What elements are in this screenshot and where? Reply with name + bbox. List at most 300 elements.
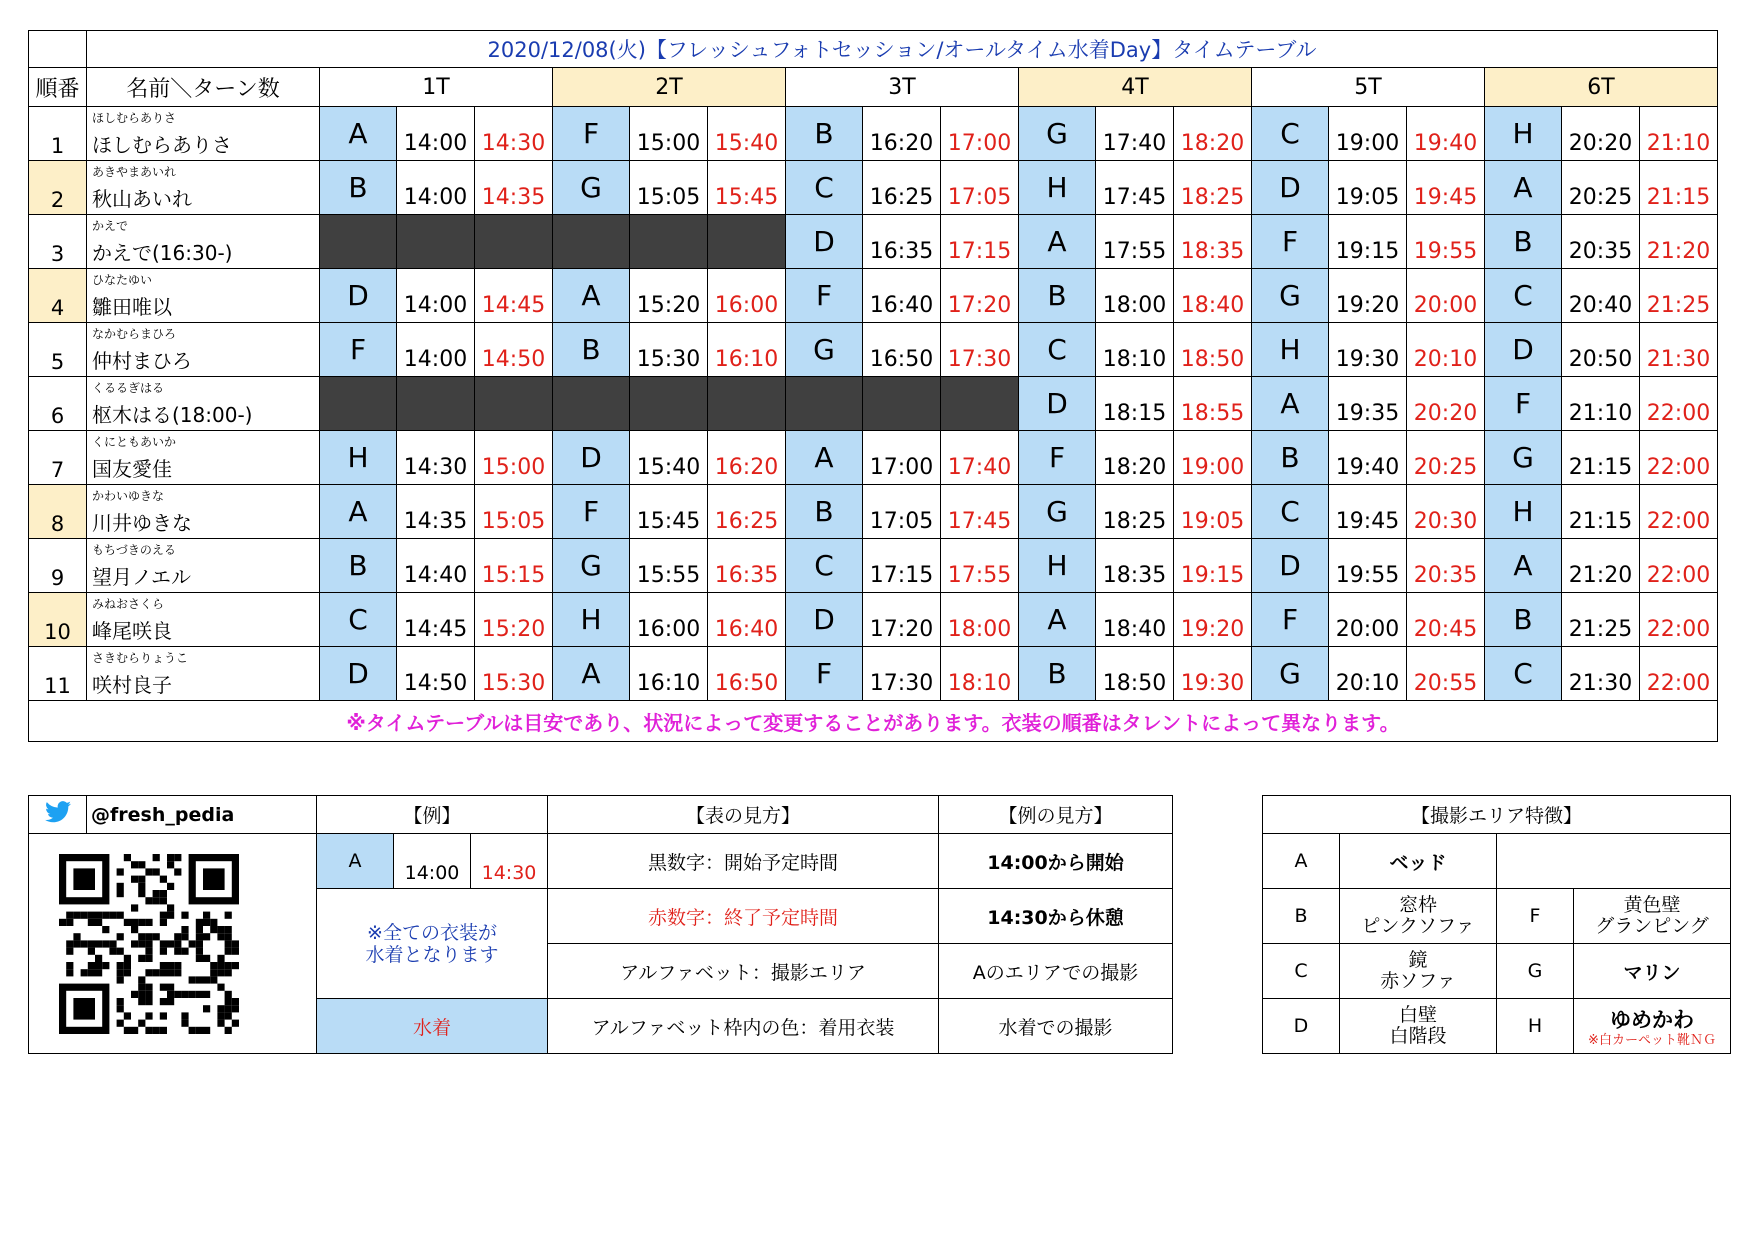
howto-2: 赤数字：終了予定時間 [548,889,939,944]
talent-name: かえで(16:30-) [92,241,233,265]
end-time: 18:40 [1174,269,1252,323]
end-time: 19:20 [1174,593,1252,647]
name-cell [87,323,320,377]
area-features-table [1262,795,1731,1054]
turn-header-4: 4T [1019,68,1252,107]
start-time: 20:35 [1562,215,1640,269]
end-time: 18:25 [1174,161,1252,215]
name-cell [87,593,320,647]
area-letter: G [1019,485,1096,539]
area-letter: H [320,431,397,485]
end-time: 21:15 [1640,161,1718,215]
row-number: 7 [29,431,87,485]
start-time: 20:50 [1562,323,1640,377]
area-letter: A [553,647,630,701]
start-time: 20:20 [1562,107,1640,161]
area-a-letter: A [1263,834,1340,889]
row-number: 10 [29,593,87,647]
area-h-desc: ゆめかわ [1610,1008,1694,1032]
start-time: 21:25 [1562,593,1640,647]
area-letter: G [1485,431,1562,485]
area-letter: B [1019,647,1096,701]
end-time: 22:00 [1640,593,1718,647]
start-time: 16:40 [863,269,941,323]
end-time: 17:45 [941,485,1019,539]
end-time: 15:00 [475,431,553,485]
start-time: 14:30 [397,431,475,485]
end-time: 22:00 [1640,431,1718,485]
end-time: 18:50 [1174,323,1252,377]
area-letter: A [1019,593,1096,647]
end-time: 18:00 [941,593,1019,647]
end-time: 22:00 [1640,647,1718,701]
example-howto-2: 14:30から休憩 [939,889,1173,944]
area-letter: A [1252,377,1329,431]
turn-header-5: 5T [1252,68,1485,107]
example-area: A [317,834,394,889]
area-letter: H [1019,539,1096,593]
end-time: 22:00 [1640,377,1718,431]
end-time: 16:10 [708,323,786,377]
area-features-header: 【撮影エリア特徴】 [1263,796,1731,834]
end-time: 21:25 [1640,269,1718,323]
end-time: 14:35 [475,161,553,215]
unavailable-cell [320,215,397,269]
name-cell [87,269,320,323]
row-number: 6 [29,377,87,431]
start-time: 20:40 [1562,269,1640,323]
area-h-cell [1574,999,1731,1054]
talent-name: 国友愛佳 [92,457,172,481]
talent-name: 雛田唯以 [92,295,172,319]
area-letter: G [553,161,630,215]
start-time: 19:45 [1329,485,1407,539]
end-time: 19:05 [1174,485,1252,539]
unavailable-cell [708,215,786,269]
twitter-icon [29,796,87,834]
example-header: 【例】 [317,796,548,834]
area-letter: F [553,485,630,539]
area-letter: B [786,107,863,161]
area-letter: C [1019,323,1096,377]
end-time: 16:35 [708,539,786,593]
example-howto-4: 水着での撮影 [939,999,1173,1054]
unavailable-cell [320,377,397,431]
area-letter: C [1485,647,1562,701]
end-time: 19:00 [1174,431,1252,485]
talent-name: 咲村良子 [92,673,172,697]
end-time: 16:50 [708,647,786,701]
area-features [1262,795,1731,1054]
area-letter: B [320,161,397,215]
area-letter: H [1019,161,1096,215]
table-row [29,323,1718,377]
start-time: 16:10 [630,647,708,701]
end-time: 17:05 [941,161,1019,215]
unavailable-cell [941,377,1019,431]
area-letter: G [1019,107,1096,161]
name-furigana: ほしむらありさ [92,111,177,125]
area-letter: H [1485,485,1562,539]
end-time: 18:55 [1174,377,1252,431]
area-d-desc: 白壁 白階段 [1340,999,1497,1054]
end-time: 20:20 [1407,377,1485,431]
area-f-letter: F [1497,889,1574,944]
end-time: 19:45 [1407,161,1485,215]
start-time: 19:30 [1329,323,1407,377]
area-letter: F [1252,215,1329,269]
end-time: 17:20 [941,269,1019,323]
area-empty [1497,834,1731,889]
end-time: 16:40 [708,593,786,647]
start-time: 19:40 [1329,431,1407,485]
area-letter: D [1485,323,1562,377]
table-row [29,485,1718,539]
row-number: 5 [29,323,87,377]
name-cell [87,647,320,701]
turn-header-1: 1T [320,68,553,107]
area-letter: B [553,323,630,377]
start-time: 14:45 [397,593,475,647]
unavailable-cell [397,377,475,431]
name-cell [87,161,320,215]
end-time: 16:00 [708,269,786,323]
name-cell [87,377,320,431]
talent-name: 秋山あいれ [92,187,192,211]
talent-name: 峰尾咲良 [92,619,172,643]
start-time: 19:00 [1329,107,1407,161]
table-row [29,215,1718,269]
start-time: 17:20 [863,593,941,647]
start-time: 15:30 [630,323,708,377]
end-time: 17:15 [941,215,1019,269]
area-letter: G [786,323,863,377]
row-number: 9 [29,539,87,593]
row-number: 1 [29,107,87,161]
name-furigana: あきやまあいれ [92,165,177,179]
area-letter: F [553,107,630,161]
start-time: 19:05 [1329,161,1407,215]
start-time: 17:15 [863,539,941,593]
name-cell [87,215,320,269]
start-time: 16:20 [863,107,941,161]
end-time: 14:45 [475,269,553,323]
table-row [29,539,1718,593]
end-time: 21:10 [1640,107,1718,161]
name-furigana: くるるぎはる [92,381,165,395]
area-letter: A [1019,215,1096,269]
table-row [29,269,1718,323]
end-time: 15:40 [708,107,786,161]
end-time: 17:55 [941,539,1019,593]
start-time: 17:45 [1096,161,1174,215]
start-time: 20:00 [1329,593,1407,647]
area-letter: D [1019,377,1096,431]
order-header: 順番 [29,68,87,107]
talent-name: 枢木はる(18:00-) [92,403,253,427]
example-start: 14:00 [394,834,471,889]
start-time: 14:35 [397,485,475,539]
name-furigana: なかむらまひろ [92,327,177,341]
name-furigana: ひなたゆい [92,273,153,287]
end-time: 20:35 [1407,539,1485,593]
start-time: 14:00 [397,269,475,323]
start-time: 17:40 [1096,107,1174,161]
end-time: 22:00 [1640,485,1718,539]
area-letter: C [1485,269,1562,323]
area-c-desc: 鏡 赤ソファ [1340,944,1497,999]
talent-name: ほしむらありさ [92,133,232,157]
area-letter: B [1252,431,1329,485]
unavailable-cell [553,215,630,269]
end-time: 15:15 [475,539,553,593]
start-time: 19:15 [1329,215,1407,269]
area-letter: D [1252,161,1329,215]
area-letter: G [553,539,630,593]
end-time: 20:10 [1407,323,1485,377]
howto-1: 黒数字：開始予定時間 [548,834,939,889]
end-time: 15:45 [708,161,786,215]
start-time: 18:20 [1096,431,1174,485]
start-time: 18:25 [1096,485,1174,539]
end-time: 22:00 [1640,539,1718,593]
area-letter: B [1019,269,1096,323]
area-b-letter: B [1263,889,1340,944]
area-letter: B [320,539,397,593]
end-time: 14:30 [475,107,553,161]
start-time: 18:10 [1096,323,1174,377]
timetable-sheet [28,30,1718,742]
start-time: 20:25 [1562,161,1640,215]
start-time: 14:00 [397,107,475,161]
end-time: 17:00 [941,107,1019,161]
area-letter: C [786,161,863,215]
row-number: 11 [29,647,87,701]
start-time: 17:55 [1096,215,1174,269]
swimsuit-label: 水着 [317,999,548,1054]
unavailable-cell [708,377,786,431]
end-time: 17:40 [941,431,1019,485]
start-time: 15:55 [630,539,708,593]
start-time: 21:15 [1562,485,1640,539]
end-time: 21:30 [1640,323,1718,377]
qr-code [59,854,239,1034]
row-number: 8 [29,485,87,539]
schedule-notice: ※タイムテーブルは目安であり、状況によって変更することがあります。衣装の順番はタレントによって異なります。 [29,701,1718,742]
turn-header-6: 6T [1485,68,1718,107]
start-time: 14:00 [397,161,475,215]
qr-code-cell [29,834,317,1054]
start-time: 15:40 [630,431,708,485]
start-time: 15:05 [630,161,708,215]
name-cell [87,431,320,485]
unavailable-cell [475,377,553,431]
unavailable-cell [630,215,708,269]
area-letter: F [320,323,397,377]
start-time: 16:35 [863,215,941,269]
timetable [28,30,1718,742]
twitter-handle[interactable]: @fresh_pedia [87,796,317,834]
end-time: 16:25 [708,485,786,539]
end-time: 19:55 [1407,215,1485,269]
area-letter: D [320,269,397,323]
start-time: 21:20 [1562,539,1640,593]
area-letter: C [1252,485,1329,539]
name-cell [87,485,320,539]
start-time: 19:20 [1329,269,1407,323]
howto-3: アルファベット：撮影エリア [548,944,939,999]
area-letter: D [1252,539,1329,593]
end-time: 20:25 [1407,431,1485,485]
area-g-desc: マリン [1574,944,1731,999]
end-time: 18:35 [1174,215,1252,269]
area-letter: A [320,485,397,539]
name-furigana: かわいゆきな [92,489,165,503]
end-time: 21:20 [1640,215,1718,269]
area-letter: C [320,593,397,647]
end-time: 15:30 [475,647,553,701]
start-time: 19:35 [1329,377,1407,431]
area-letter: G [1252,647,1329,701]
end-time: 20:45 [1407,593,1485,647]
area-letter: D [786,593,863,647]
example-howto-header: 【例の見方】 [939,796,1173,834]
area-letter: F [1485,377,1562,431]
area-letter: B [1485,593,1562,647]
name-furigana: もちづきのえる [92,543,176,557]
start-time: 18:50 [1096,647,1174,701]
start-time: 14:40 [397,539,475,593]
start-time: 18:15 [1096,377,1174,431]
end-time: 15:05 [475,485,553,539]
area-letter: A [320,107,397,161]
start-time: 15:45 [630,485,708,539]
end-time: 19:30 [1174,647,1252,701]
unavailable-cell [863,377,941,431]
unavailable-cell [630,377,708,431]
area-letter: C [786,539,863,593]
end-time: 15:20 [475,593,553,647]
row-number: 3 [29,215,87,269]
area-letter: F [786,269,863,323]
area-letter: D [786,215,863,269]
end-time: 14:50 [475,323,553,377]
area-f-desc: 黄色壁 グランピング [1574,889,1731,944]
area-letter: B [786,485,863,539]
unavailable-cell [475,215,553,269]
name-furigana: かえで [92,219,129,233]
start-time: 15:20 [630,269,708,323]
name-furigana: くにともあいか [92,435,177,449]
row-number: 4 [29,269,87,323]
name-furigana: さきむらりょうこ [92,651,189,665]
name-header: 名前＼ターン数 [87,68,320,107]
area-letter: F [786,647,863,701]
start-time: 18:40 [1096,593,1174,647]
turn-header-3: 3T [786,68,1019,107]
table-row [29,593,1718,647]
talent-name: 仲村まひろ [92,349,192,373]
area-letter: A [553,269,630,323]
area-h-letter: H [1497,999,1574,1054]
table-row [29,161,1718,215]
area-letter: C [1252,107,1329,161]
example-end: 14:30 [471,834,548,889]
start-time: 21:10 [1562,377,1640,431]
area-letter: B [1485,215,1562,269]
table-row [29,377,1718,431]
area-letter: F [1252,593,1329,647]
start-time: 19:55 [1329,539,1407,593]
start-time: 16:50 [863,323,941,377]
end-time: 20:30 [1407,485,1485,539]
area-d-letter: D [1263,999,1340,1054]
area-letter: A [1485,539,1562,593]
unavailable-cell [397,215,475,269]
name-furigana: みねおさくら [92,597,165,611]
howto-header: 【表の見方】 [548,796,939,834]
start-time: 16:25 [863,161,941,215]
legend-section [28,795,1173,1054]
start-time: 18:35 [1096,539,1174,593]
example-howto-3: Aのエリアでの撮影 [939,944,1173,999]
end-time: 16:20 [708,431,786,485]
table-row [29,107,1718,161]
area-b-desc: 窓枠 ピンクソファ [1340,889,1497,944]
example-howto-1: 14:00から開始 [939,834,1173,889]
end-time: 19:40 [1407,107,1485,161]
area-letter: H [553,593,630,647]
name-cell [87,539,320,593]
all-swimsuit-note: ※全ての衣装が 水着となります [317,889,548,999]
area-letter: D [320,647,397,701]
area-letter: H [1252,323,1329,377]
row-number: 2 [29,161,87,215]
start-time: 21:15 [1562,431,1640,485]
howto-4: アルファベット枠内の色：着用衣装 [548,999,939,1054]
area-h-note: ※白カーペット靴ＮＧ [1588,1033,1716,1048]
start-time: 17:05 [863,485,941,539]
start-time: 14:00 [397,323,475,377]
turn-header-2: 2T [553,68,786,107]
page-title: 2020/12/08(火)【フレッシュフォトセッション/オールタイム水着Day】タイムテーブル [87,31,1718,68]
area-c-letter: C [1263,944,1340,999]
corner-cell [29,31,87,68]
start-time: 17:30 [863,647,941,701]
talent-name: 望月ノエル [92,565,191,589]
area-letter: A [786,431,863,485]
area-a-desc: ベッド [1340,834,1497,889]
unavailable-cell [786,377,863,431]
start-time: 18:00 [1096,269,1174,323]
end-time: 18:20 [1174,107,1252,161]
area-letter: H [1485,107,1562,161]
start-time: 14:50 [397,647,475,701]
end-time: 20:00 [1407,269,1485,323]
start-time: 15:00 [630,107,708,161]
area-letter: F [1019,431,1096,485]
area-letter: A [1485,161,1562,215]
start-time: 21:30 [1562,647,1640,701]
area-letter: G [1252,269,1329,323]
end-time: 17:30 [941,323,1019,377]
area-letter: D [553,431,630,485]
talent-name: 川井ゆきな [92,511,192,535]
start-time: 16:00 [630,593,708,647]
end-time: 19:15 [1174,539,1252,593]
start-time: 20:10 [1329,647,1407,701]
table-row [29,431,1718,485]
